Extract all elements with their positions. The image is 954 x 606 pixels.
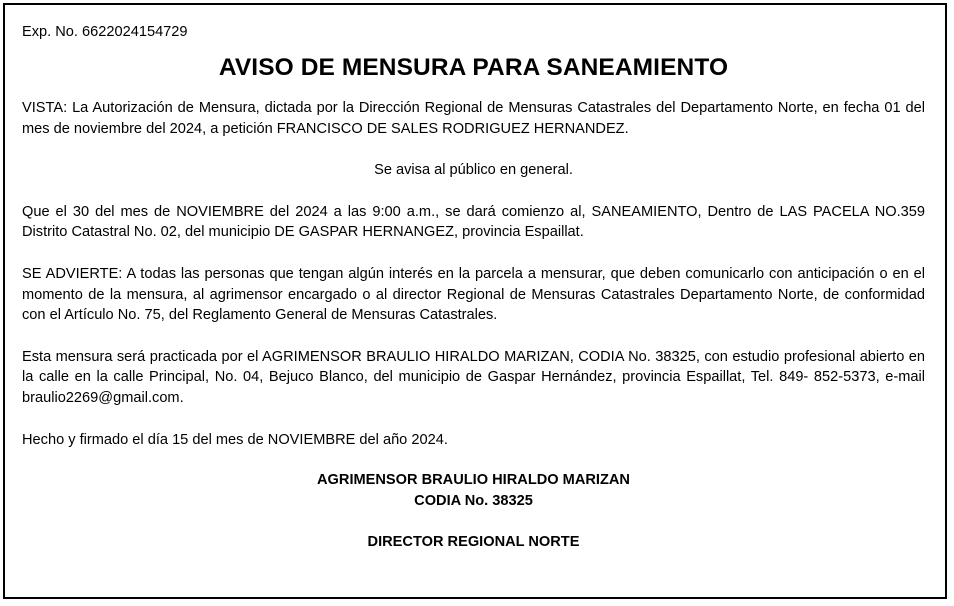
signed-date-paragraph: Hecho y firmado el día 15 del mes de NOVIEMBRE del año 2024. [22, 431, 448, 448]
warning-paragraph: SE ADVIERTE: A todas las personas que tengan algún interés en la parcela a mensurar, que deben comunicarlo con anticipación o en el momento de la mensura, al agrimensor encargado o al director Regional de Mensuras Catastrales Departamento Norte, de conformidad con el Artículo No. 75, del Reglamento General de Mensuras Catastrales. [22, 265, 925, 324]
notice-document [3, 3, 947, 599]
start-date-paragraph: Que el 30 del mes de NOVIEMBRE del 2024 a las 9:00 a.m., se dará comienzo al, SANEAMIENTO, Dentro de LAS PACELA NO.359 Distrito Catastral No. 02, del municipio DE GASPAR HERNANGEZ, provincia Espaillat. [22, 203, 925, 241]
public-notice-line: Se avisa al público en general. [374, 162, 573, 179]
signature-role: DIRECTOR REGIONAL NORTE [367, 534, 580, 551]
vista-paragraph: VISTA: La Autorización de Mensura, dictada por la Dirección Regional de Mensuras Catastrales del Departamento Norte, en fecha 01 del mes de noviembre del 2024, a petición FRANCISCO DE SALES RODRIGUEZ HERNANDEZ. [22, 100, 925, 137]
surveyor-paragraph: Esta mensura será practicada por el AGRIMENSOR BRAULIO HIRALDO MARIZAN, CODIA No. 38325, con estudio profesional abierto en la calle en la calle Principal, No. 04, Bejuco Blanco, del municipio de Gaspar Hernández, provincia Espaillat, Tel. 849- 852-5373, e-mail braulio2269@gmail.com. [22, 348, 925, 406]
notice-title: AVISO DE MENSURA PARA SANEAMIENTO [218, 54, 729, 81]
expediente-number: Exp. No. 6622024154729 [22, 24, 188, 40]
signature-name: AGRIMENSOR BRAULIO HIRALDO MARIZAN [317, 472, 630, 489]
signature-codia: CODIA No. 38325 [414, 492, 533, 509]
